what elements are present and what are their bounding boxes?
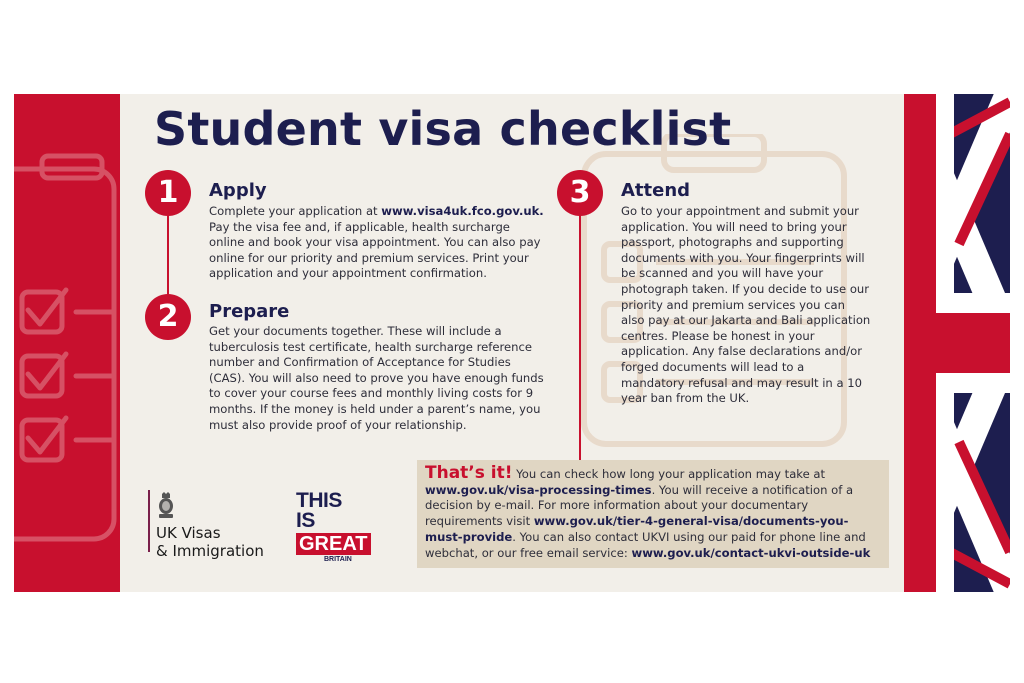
- step-number-badge: 2: [145, 294, 191, 340]
- step-heading-prepare: Prepare: [209, 301, 290, 322]
- step-heading-attend: Attend: [621, 180, 691, 201]
- step-text-part: Complete your application at: [209, 204, 382, 218]
- contact-ukvi-link[interactable]: www.gov.uk/contact-ukvi-outside-uk: [631, 545, 871, 560]
- union-jack-flag: [904, 94, 1010, 592]
- step-text-prepare: Get your documents together. These will include a tuberculosis test certificate, health surcharge reference number and Confirmation of Acceptance for Studies (CAS). You will also need to prove you have enough funds to cover your course fees and monthly living costs for 9 months. If the money is held under a parent’s name, you must also provide proof of your relationship.: [209, 324, 544, 432]
- summary-text: . You will receive a notification of a decision by e-mail. For more information about your documentary requirements visit: [425, 482, 854, 529]
- documents-requirements-link[interactable]: www.gov.uk/tier-4-general-visa/documents-you-must-provide: [425, 514, 849, 544]
- ukvi-logo-line: & Immigration: [156, 542, 264, 560]
- step-number-badge: 1: [145, 170, 191, 216]
- step-text-apply: [209, 204, 544, 282]
- great-logo-box: GREAT: [296, 533, 371, 555]
- this-is-great-logo: [296, 491, 386, 564]
- checklist-clipboard-icon: [14, 94, 120, 592]
- page-title: Student visa checklist: [154, 102, 732, 156]
- step-text-part: Pay the visa fee and, if applicable, health surcharge online and book your visa appointment. You can also pay online for our priority and premium services. Print your application and your appointment confirmation.: [209, 219, 541, 281]
- great-logo-line: THIS: [296, 489, 342, 512]
- left-decoration-strip: [14, 94, 120, 592]
- step-heading-apply: Apply: [209, 180, 267, 201]
- summary-text: You can check how long your application may take at: [512, 467, 826, 481]
- checklist-banner: [14, 94, 1010, 592]
- summary-box: [417, 460, 889, 568]
- ukvi-logo-rule: [148, 490, 150, 552]
- summary-lead: That’s it!: [425, 463, 513, 483]
- step-text-attend: Go to your appointment and submit your application. You will need to bring your passport, photographs and supporting documents with you. Your fingerprints will be scanned and you will have your photograph taken. If you decide to use our priority and premium services you can also pay at our Jakarta and Bali application centres. Please be honest in your application. Any false declarations and/or forged documents will lead to a mandatory refusal and may result in a 10 year ban from the UK.: [621, 204, 871, 406]
- great-logo-line: IS: [296, 509, 315, 532]
- step-connector-line: [579, 196, 581, 460]
- visa-processing-times-link[interactable]: www.gov.uk/visa-processing-times: [425, 482, 652, 497]
- great-logo-britain: BRITAIN: [324, 556, 352, 563]
- visa4uk-link[interactable]: www.visa4uk.fco.gov.uk.: [381, 204, 544, 218]
- royal-crest-icon: [156, 492, 176, 520]
- step-number-badge: 3: [557, 170, 603, 216]
- ukvi-logo-text: [156, 524, 264, 560]
- ukvi-logo-line: UK Visas: [156, 524, 221, 542]
- summary-text: . You can also contact UKVI using our paid for phone line and webchat, or our free email service:: [425, 529, 866, 560]
